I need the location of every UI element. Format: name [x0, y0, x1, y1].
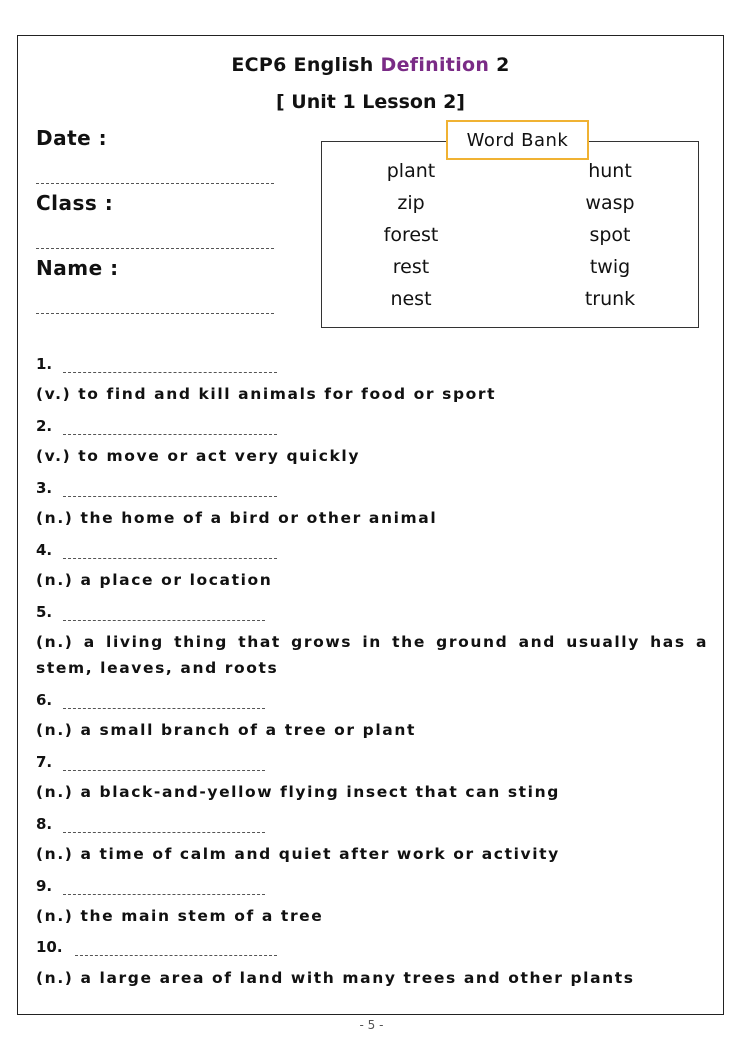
question-definition: (n.) a large area of land with many trees and other plants	[36, 969, 635, 987]
question-number: 7.	[36, 753, 53, 771]
question-definition: (n.) the main stem of a tree	[36, 907, 324, 925]
answer-line[interactable]	[63, 620, 265, 621]
answer-line[interactable]	[63, 832, 265, 833]
answer-line[interactable]	[63, 770, 265, 771]
question-definition: (n.) a small branch of a tree or plant	[36, 721, 416, 739]
question-number: 5.	[36, 603, 53, 621]
word-bank-title: Word Bank	[446, 120, 589, 160]
worksheet	[17, 35, 724, 1015]
date-line[interactable]	[36, 183, 274, 184]
page-title	[18, 54, 723, 76]
question-number: 6.	[36, 691, 53, 709]
bank-word: forest	[383, 224, 439, 246]
bank-word: zip	[397, 192, 425, 214]
bank-word: wasp	[585, 192, 635, 214]
bank-word: plant	[386, 160, 436, 182]
class-label: Class :	[36, 191, 114, 215]
question-number: 2.	[36, 417, 53, 435]
answer-line[interactable]	[63, 708, 265, 709]
question-definition: (n.) a living thing that grows in the ground and usually has a stem, leaves, and roots	[36, 633, 708, 677]
page-subtitle: [ Unit 1 Lesson 2]	[275, 91, 465, 113]
question-number: 8.	[36, 815, 53, 833]
bank-word: trunk	[584, 288, 636, 310]
name-line[interactable]	[36, 313, 274, 314]
class-line[interactable]	[36, 248, 274, 249]
name-label: Name :	[36, 256, 119, 280]
title-accent: Definition	[380, 54, 490, 76]
question-definition: (n.) a place or location	[36, 571, 273, 589]
answer-line[interactable]	[75, 955, 277, 956]
page-number: - 5 -	[359, 1018, 384, 1032]
question-definition: (v.) to move or act very quickly	[36, 447, 361, 465]
bank-word: nest	[390, 288, 432, 310]
answer-line[interactable]	[63, 372, 277, 373]
question-number: 9.	[36, 877, 53, 895]
answer-line[interactable]	[63, 894, 265, 895]
date-label: Date :	[36, 126, 108, 150]
bank-word: spot	[589, 224, 631, 246]
question-number: 3.	[36, 479, 53, 497]
question-definition: (n.) a time of calm and quiet after work or activity	[36, 845, 560, 863]
question-definition: (n.) a black-and-yellow flying insect that can sting	[36, 783, 560, 801]
bank-word: rest	[392, 256, 430, 278]
bank-word: twig	[589, 256, 631, 278]
title-suffix: 2	[489, 54, 510, 76]
bank-word: hunt	[588, 160, 632, 182]
answer-line[interactable]	[63, 558, 277, 559]
title-prefix: ECP6 English	[231, 54, 381, 76]
question-definition: (v.) to find and kill animals for food or sport	[36, 385, 497, 403]
question-number: 10.	[36, 938, 63, 956]
answer-line[interactable]	[63, 496, 277, 497]
question-definition: (n.) the home of a bird or other animal	[36, 509, 438, 527]
question-number: 1.	[36, 355, 53, 373]
answer-line[interactable]	[63, 434, 277, 435]
question-number: 4.	[36, 541, 53, 559]
